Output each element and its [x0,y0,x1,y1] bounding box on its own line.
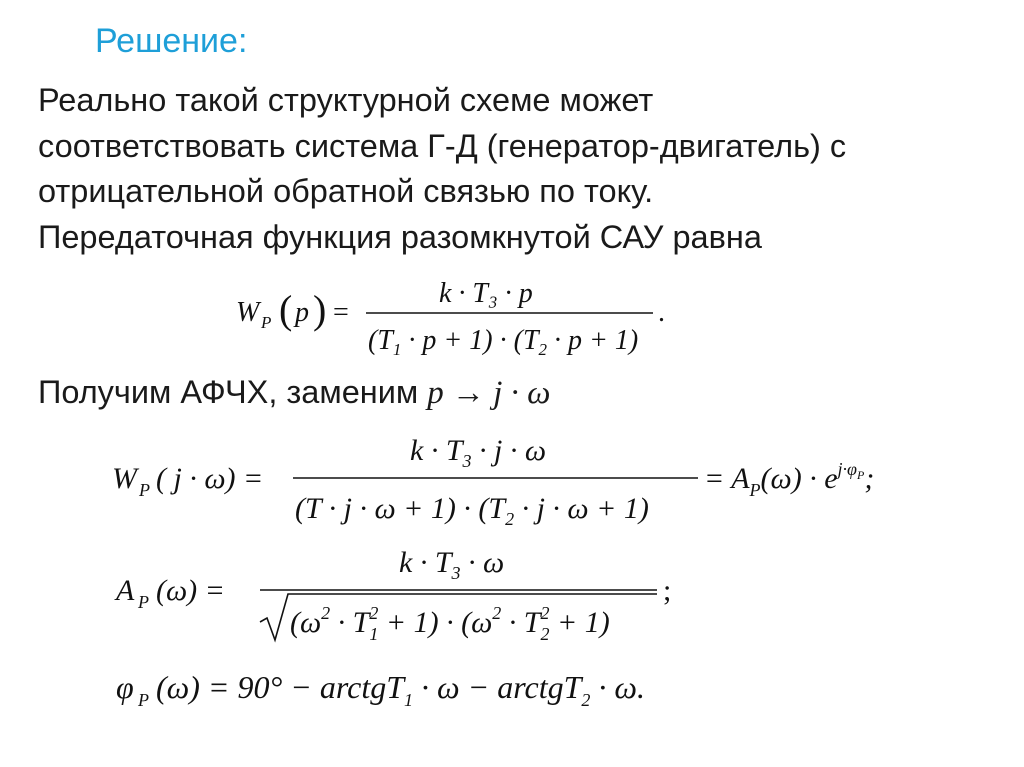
paragraph-line: соответствовать система Г-Д (генератор-двигатель) с [38,127,847,164]
f3-lhs-arg: (ω) = [156,574,225,607]
f1-num: k · T₃ · p [439,278,533,309]
paragraph-line: Реально такой структурной схеме может [38,82,654,118]
f4-phi-sub: P [138,690,149,710]
f3-tail: ; [663,574,672,607]
f1-W-sub: P [261,313,272,332]
paragraph-line: Передаточная функция разомкнутой САУ равна [38,218,762,255]
f2-den: $(T \cdot j \cdot \omega + 1) \cdot (T_2 \cdot j \cdot \omega + 1)$ [295,492,649,529]
formula-amplitude-response [112,540,712,650]
body-paragraph [38,78,998,260]
f3-A: A [116,574,135,607]
formula-phase-response [112,660,732,720]
f2-num: $k \cdot T_3 \cdot j \cdot \omega$ [410,434,547,471]
formula-transfer-function-svg [228,274,688,364]
f2-rhs: = $A_P(\omega) \cdot e^{j\cdot\varphi}P$; [704,459,875,500]
formula-frequency-response [108,430,938,530]
f4-body: (ω) = 90° − arctgT$_1$ · ω − arctgT$_2$ · ω. [156,669,645,710]
formula-transfer-function [228,274,688,364]
f1-rparen: ) [313,287,327,332]
f1-eq: = [333,297,349,328]
f2-W: W [112,462,137,495]
f4-phi: φ [116,669,134,705]
f3-A-sub: P [138,592,149,612]
afch-substitution: p → j · ω [427,375,551,411]
f1-arg: p [295,297,309,328]
f2-W-sub: P [139,480,150,500]
f2-lhs-arg: ( j · ω) = [156,462,264,495]
f3-den: $(\omega^2 \cdot T_12 + 1) \cdot (\omega^2 \cdot T_22 + 1)$ [290,603,610,644]
f1-lparen: ( [279,287,293,332]
afch-text: Получим АФЧХ, заменим [38,374,428,410]
paragraph-line: отрицательной обратной связью по току. [38,173,654,209]
f1-tail: . [658,297,665,328]
formula-phase-response-svg [112,660,732,720]
formula-amplitude-response-svg [112,540,712,650]
afch-line [38,374,550,412]
f1-W: W [236,297,260,328]
f1-den: $(T_1 \cdot p + 1) \cdot (T_2 \cdot p + 1)$ [368,325,639,359]
f3-num: $k \cdot T_3 \cdot \omega$ [399,546,505,583]
formula-frequency-response-svg [108,430,938,530]
slide-heading: Решение: [95,22,248,60]
